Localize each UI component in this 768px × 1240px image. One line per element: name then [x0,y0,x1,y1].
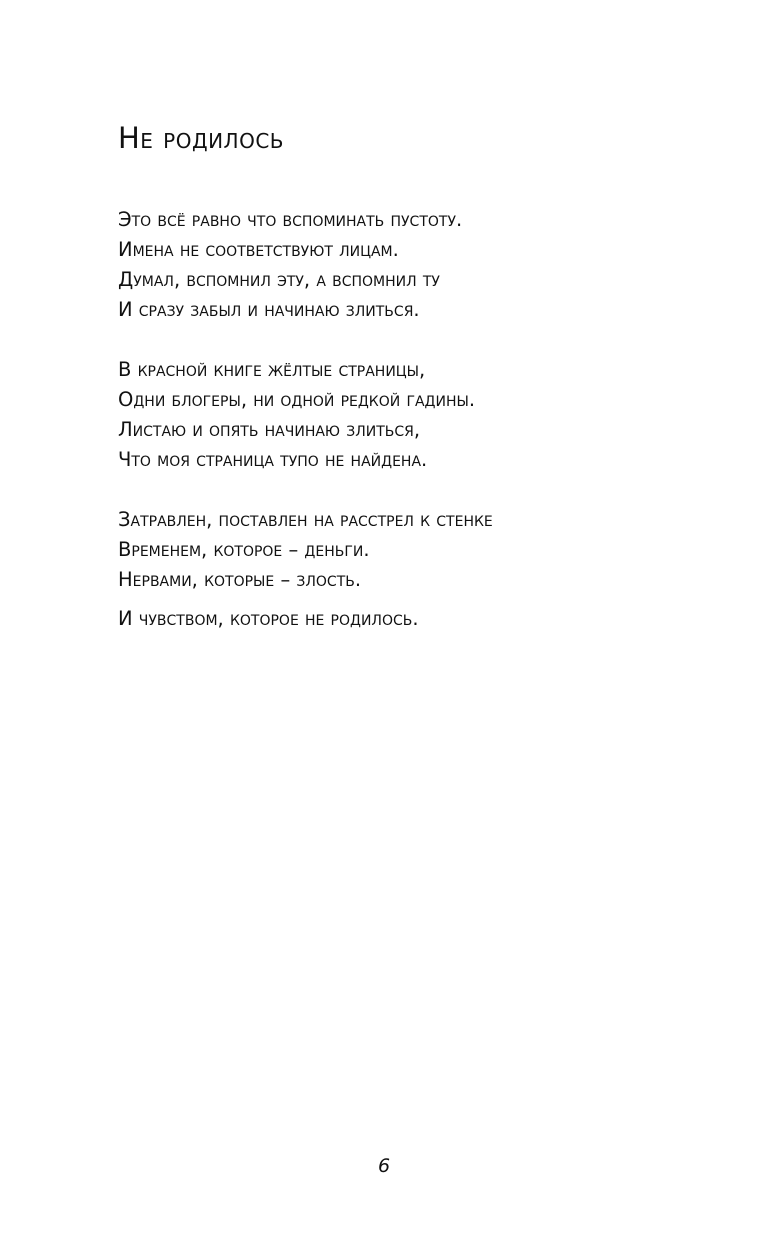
poem-line: Нервами, которые – злость. [118,568,362,591]
poem-line: Листаю и опять начинаю злиться, [118,418,421,441]
poem-line: Думал, вспомнил эту, а вспомнил ту [118,268,440,291]
poem-line: Затравлен, поставлен на расстрел к стенке [118,508,493,531]
poem-line: Имена не соответствуют лицам. [118,238,399,261]
poem-line: Одни блогеры, ни одной редкой гадины. [118,388,476,411]
page-number: 6 [377,1155,391,1177]
poem-line: И чувством, которое не родилось. [118,607,419,630]
poem-line: В красной книге жёлтые страницы, [118,358,426,381]
poem-line: Это всё равно что вспоминать пустоту. [118,208,463,231]
poem-line: Временем, которое – деньги. [118,538,370,561]
poem-line: И сразу забыл и начинаю злиться. [118,298,420,321]
poem-title: Не родилось [118,121,285,155]
poem-line: Что моя страница тупо не найдена. [118,448,428,471]
